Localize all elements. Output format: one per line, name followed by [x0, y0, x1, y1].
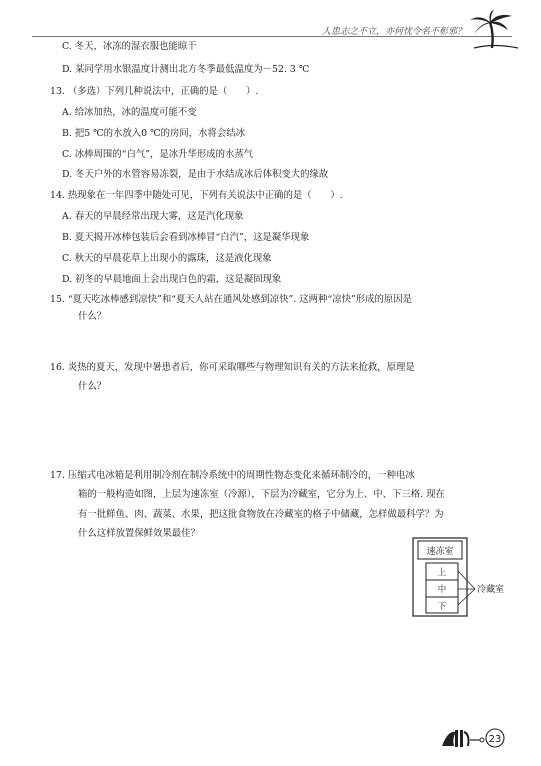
q17-stem-line4: 什么这样放置保鲜效果最佳？: [78, 528, 200, 539]
page-footer: [438, 724, 512, 752]
shelf-middle-label: 中: [437, 585, 447, 595]
q16-stem: 16. 炎热的夏天，发现中暑患者后，你可采取哪些与物理知识有关的方法来抢救，原理是: [50, 362, 415, 373]
q17-stem-line3: 有一批鲜鱼、肉、蔬菜、水果，把这批食物放在冷藏室的格子中储藏，怎样做最科学？为: [78, 509, 444, 520]
freezer-label: 速冻室: [426, 547, 454, 557]
refrigerator-diagram: [409, 537, 527, 617]
book-mascot-icon: [442, 730, 480, 747]
q12-option-c: C. 冬天，冰冻的湿衣服也能晾干: [62, 41, 197, 52]
palm-tree-icon: [468, 10, 520, 50]
q13-option-b: B. 把5 ℃的水放入0 ℃的房间，水将会结冰: [62, 128, 245, 139]
q14-option-c: C. 秋天的早晨花草上出现小的露珠，这是液化现象: [62, 253, 272, 264]
q13-option-a: A. 给冰加热，冰的温度可能不变: [62, 107, 197, 118]
shelf-lower-label: 下: [437, 602, 447, 612]
q17-stem: 17. 压缩式电冰箱是利用制冷剂在制冷系统中的周期性物态变化来循环制冷的，一种电冰: [50, 470, 415, 481]
q14-option-a: A. 春天的早晨经常出现大雾，这是汽化现象: [62, 211, 244, 222]
q14-option-d: D. 初冬的早晨地面上会出现白色的霜，这是凝固现象: [62, 274, 282, 285]
q13-option-c: C. 冰棒周围的“白气”，是冰升华形成的水蒸气: [62, 149, 254, 160]
fridge-compartment-label: 冷藏室: [477, 585, 505, 595]
q12-option-d: D. 某同学用水银温度计测出北方冬季最低温度为－52. 3 ℃: [62, 64, 310, 75]
q14-option-b: B. 夏天揭开冰棒包装后会看到冰棒冒“白汽”，这是凝华现象: [62, 232, 310, 243]
q14-stem: 14. 热现象在一年四季中随处可见，下列有关说法中正确的是（ ）.: [50, 190, 343, 201]
q13-stem: 13. （多选）下列几种说法中，正确的是（ ）.: [50, 86, 259, 97]
q15-stem: 15. “夏天吃冰棒感到凉快”和“夏天人站在通风处感到凉快”. 这两种“凉快”形成的原因是: [50, 294, 412, 305]
q16-stem-cont: 什么？: [78, 381, 107, 392]
page-number: 23: [488, 734, 502, 745]
q17-stem-line2: 箱的一般构造如图，上层为速冻室（冷源），下层为冷藏室，它分为上、中、下三格. 现在: [78, 489, 445, 500]
q13-option-d: D. 冬天户外的水管容易冻裂，是由于水结成冰后体积变大的缘故: [62, 169, 329, 180]
header-motto: 人患志之不立，亦何忧令名不彰邪？: [322, 27, 467, 37]
shelf-upper-label: 上: [437, 568, 447, 578]
q15-stem-cont: 什么？: [78, 311, 107, 322]
